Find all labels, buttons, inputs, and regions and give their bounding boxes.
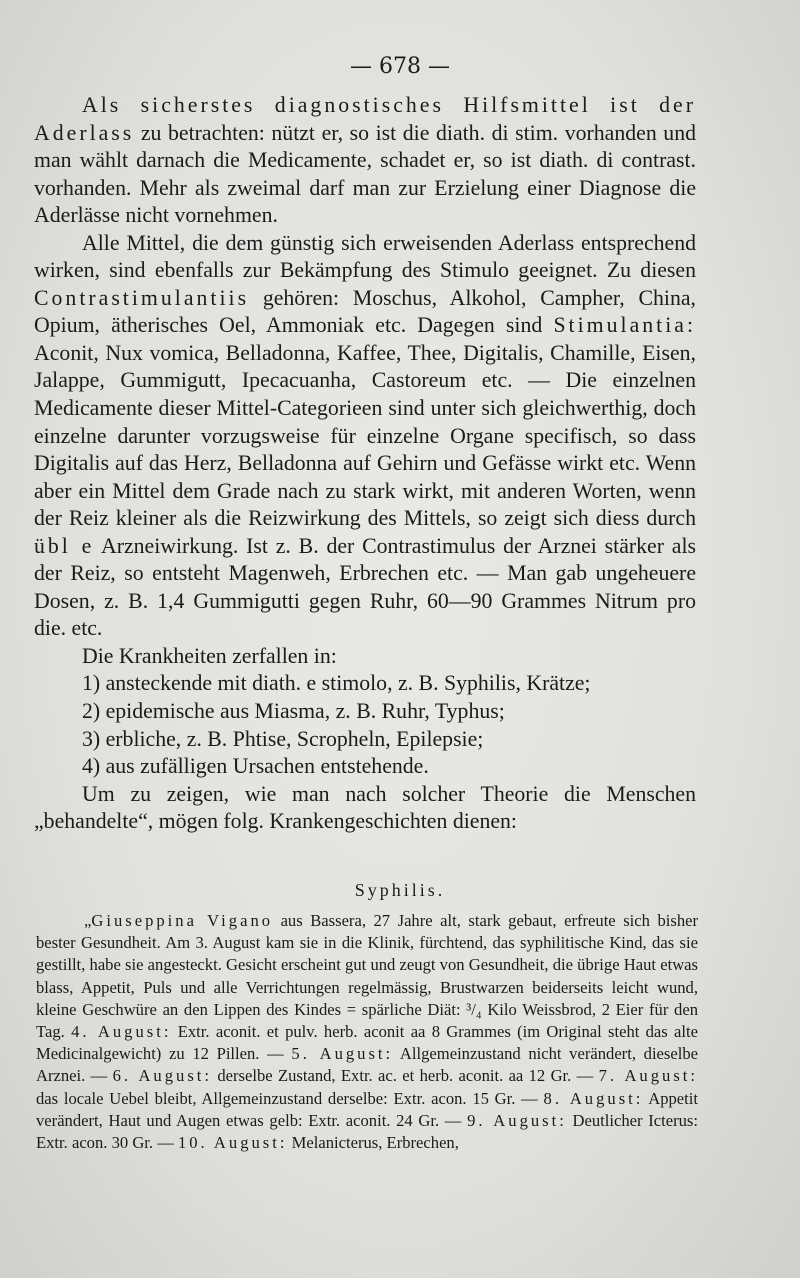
- spaced-emphasis: Stimulantia:: [553, 313, 696, 338]
- case-history: [36, 910, 698, 1154]
- date-label: 10. August:: [177, 1133, 288, 1153]
- date-label: 7. August:: [598, 1066, 698, 1086]
- paragraph-krankengeschichten: Um zu zeigen, wie man nach solcher Theorie die Menschen „behandelte“, mögen folg. Krankengeschichten dienen:: [34, 781, 696, 834]
- spaced-emphasis: übl e: [34, 533, 95, 558]
- paragraph-krankheiten: Die Krankheiten zerfallen in:: [82, 643, 337, 668]
- case-paragraph: „Giuseppina Vigano aus Bassera, 27 Jahre alt, stark gebaut, erfreute sich bisher bester Gesundheit. Am 3. August kam sie in die Klinik, fürchtend, das syphilitische Kind, das sie gestillt, habe sie angesteckt. Gesicht erscheint gut und zeugt von Gesundheit, die übrige Haut etwas blass, Appetit, Puls und alle Verrichtungen regelmässig, Brustwarzen beiderseits leicht wund, kleine Geschwüre an den Lippen des Kindes = spärliche Diät: ³/₄ Kilo Weissbrod, 2 Eier für den Tag. 4. August: Extr. aconit. et pulv. herb. aconit aa 8 Grammes (im Original steht das alte Medicinalgewicht) zu 12 Pillen. — 5. August: Allgemeinzustand nicht verändert, dieselbe Arznei. — 6. August: derselbe Zustand, Extr. ac. et herb. aconit. aa 12 Gr. — 7. August: das locale Uebel bleibt, Allgemeinzustand derselbe: Extr. acon. 15 Gr. — 8. August: Appetit verändert, Haut und Augen etwas gelb: Extr. aconit. 24 Gr. — 9. August: Deutlicher Icterus: Extr. acon. 30 Gr. — 10. August: Melanicterus, Erbrechen,: [36, 911, 699, 1153]
- list-item: 3) erbliche, z. B. Phtise, Scropheln, Epilepsie;: [82, 726, 484, 751]
- disease-list: [34, 670, 696, 780]
- list-item: 2) epidemische aus Miasma, z. B. Ruhr, Typhus;: [82, 699, 505, 724]
- date-label: 8. August:: [543, 1088, 644, 1108]
- page-number: — 678 —: [350, 54, 450, 79]
- date-label: 5. August:: [291, 1044, 394, 1064]
- spaced-emphasis: Contrastimulantiis: [34, 285, 250, 310]
- date-label: 4. August:: [71, 1022, 172, 1042]
- paragraph-aderlass: Als sicherstes diagnostisches Hilfsmittel ist der Aderlass zu betrachten: nützt er, so ist die diath. di stim. vorhanden und man wählt darnach die Medicamente, schadet er, so ist diath. di contrast. vorhanden. Mehr als zweimal darf man zur Erzielung einer Diagnose die Aderlässe nicht vornehmen.: [34, 93, 696, 228]
- main-text: [34, 92, 696, 836]
- list-item: 1) ansteckende mit diath. e stimolo, z. B. Syphilis, Krätze;: [82, 671, 591, 696]
- date-label: 6. August:: [112, 1066, 212, 1086]
- paragraph-mittel: Alle Mittel, die dem günstig sich erweisenden Aderlass entsprechend wirken, sind ebenfalls zur Bekämpfung des Stimulo geeignet. Zu diesen Contrastimulantiis gehören: Moschus, Alkohol, Campher, China, Opium, ätherisches Oel, Ammoniak etc. Dagegen sind Stimulantia: Aconit, Nux vomica, Belladonna, Kaffee, Thee, Digitalis, Chamille, Eisen, Jalappe, Gummigutt, Ipecacuanha, Castoreum etc. — Die einzelnen Medicamente dieser Mittel-Categorieen sind unter sich gleichwerthig, doch einzelne darunter vorzugsweise für einzelne Organe specifisch, so dass Digitalis auf das Herz, Belladonna auf Gehirn und Gefässe wirkt etc. Wenn aber ein Mittel dem Grade nach zu stark wirkt, mit anderen Worten, wenn der Reiz kleiner als die Reizwirkung des Mittels, so zeigt sich diess durch übl e Arzneiwirkung. Ist z. B. der Contrastimulus der Arznei stärker als der Reiz, so entsteht Magenweh, Erbrechen etc. — Man gab ungeheuere Dosen, z. B. 1,4 Gummigutti gegen Ruhr, 60—90 Grammes Nitrum pro die. etc.: [34, 230, 696, 641]
- spaced-emphasis: Als sicherstes diagnostisches Hilfsmittel ist der Aderlass: [34, 93, 696, 145]
- patient-name: Giuseppina Vigano: [91, 911, 274, 930]
- section-heading: Syphilis.: [354, 880, 446, 900]
- date-label: 9. August:: [467, 1110, 567, 1130]
- list-item: 4) aus zufälligen Ursachen entstehende.: [82, 754, 429, 779]
